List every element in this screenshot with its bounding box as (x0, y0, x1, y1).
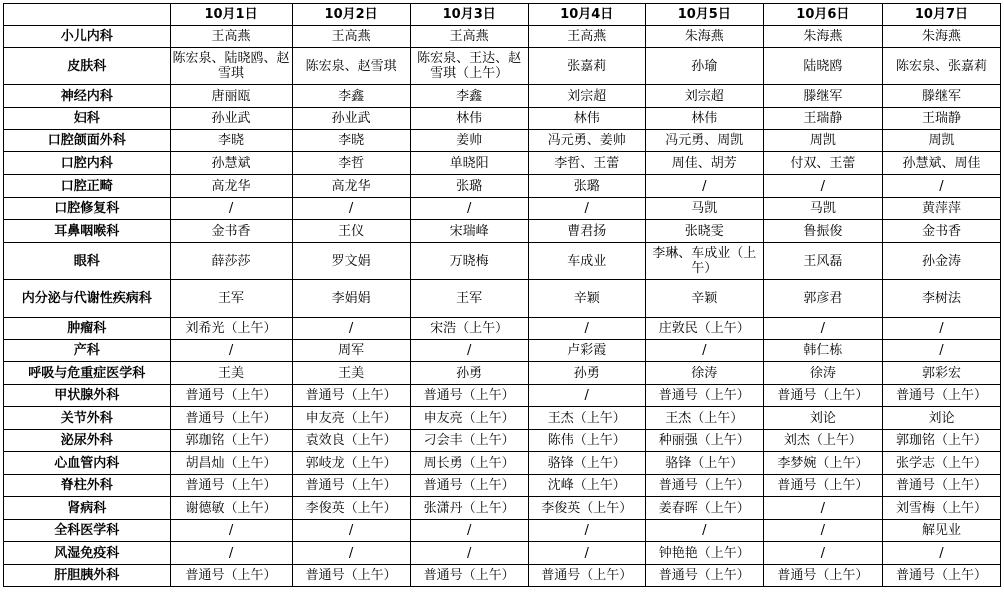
doctor-cell: 王瑞静 (763, 108, 882, 130)
doctor-cell: / (645, 340, 763, 362)
doctor-cell: / (528, 520, 645, 542)
doctor-cell: 张晓雯 (645, 220, 763, 243)
doctor-cell: / (882, 318, 1000, 340)
doctor-cell: 郭岐龙（上午） (292, 452, 410, 475)
doctor-cell: / (528, 318, 645, 340)
doctor-cell: / (763, 318, 882, 340)
doctor-cell: / (292, 318, 410, 340)
department-name: 呼吸与危重症医学科 (4, 362, 171, 385)
doctor-cell: 普通号（上午） (170, 385, 292, 407)
doctor-cell: 陆晓鸥 (763, 48, 882, 85)
doctor-cell: 普通号（上午） (292, 475, 410, 497)
doctor-cell: 张璐 (528, 175, 645, 198)
department-name: 肿瘤科 (4, 318, 171, 340)
doctor-cell: 李哲、王蕾 (528, 152, 645, 175)
doctor-cell: 普通号（上午） (170, 475, 292, 497)
department-name: 神经内科 (4, 85, 171, 108)
doctor-cell: 高龙华 (292, 175, 410, 198)
doctor-cell: 车成业 (528, 243, 645, 280)
department-name: 口腔颌面外科 (4, 130, 171, 152)
header-row (4, 4, 1001, 26)
doctor-cell: / (528, 542, 645, 565)
doctor-cell: 骆锋（上午） (645, 452, 763, 475)
doctor-cell: 王美 (170, 362, 292, 385)
doctor-cell: 陈宏泉、张嘉莉 (882, 48, 1000, 85)
doctor-cell: 王高燕 (410, 26, 528, 48)
doctor-cell: / (763, 542, 882, 565)
doctor-cell: 普通号（上午） (170, 407, 292, 430)
doctor-cell: 骆锋（上午） (528, 452, 645, 475)
doctor-cell: / (292, 520, 410, 542)
doctor-cell: / (410, 198, 528, 220)
doctor-cell: / (645, 520, 763, 542)
table-row (4, 520, 1001, 542)
doctor-cell: 滕继军 (882, 85, 1000, 108)
department-name: 口腔正畸 (4, 175, 171, 198)
doctor-cell: 孙慧斌、周佳 (882, 152, 1000, 175)
doctor-cell: 林伟 (410, 108, 528, 130)
date-header: 10月2日 (292, 4, 410, 26)
doctor-cell: 刘希光（上午） (170, 318, 292, 340)
doctor-cell: 李晓 (292, 130, 410, 152)
doctor-cell: 陈宏泉、陆晓鸥、赵雪琪 (170, 48, 292, 85)
doctor-cell: 刘宗超 (645, 85, 763, 108)
department-name: 口腔修复科 (4, 198, 171, 220)
doctor-cell: 陈宏泉、赵雪琪 (292, 48, 410, 85)
date-header: 10月1日 (170, 4, 292, 26)
doctor-cell: 孙慧斌 (170, 152, 292, 175)
table-row (4, 497, 1001, 520)
doctor-cell: 周凯 (882, 130, 1000, 152)
doctor-cell: 普通号（上午） (292, 385, 410, 407)
doctor-cell: 姜春晖（上午） (645, 497, 763, 520)
table-row (4, 385, 1001, 407)
doctor-cell: 王杰（上午） (528, 407, 645, 430)
doctor-cell: 姜帅 (410, 130, 528, 152)
doctor-cell: 孙瑜 (645, 48, 763, 85)
doctor-cell: 金书香 (882, 220, 1000, 243)
doctor-cell: 王高燕 (170, 26, 292, 48)
doctor-cell: 郭彩宏 (882, 362, 1000, 385)
doctor-cell: 李梦婉（上午） (763, 452, 882, 475)
doctor-cell: 普通号（上午） (170, 565, 292, 587)
doctor-cell: 李哲 (292, 152, 410, 175)
date-header: 10月3日 (410, 4, 528, 26)
doctor-cell: 普通号（上午） (410, 385, 528, 407)
roster-body (4, 26, 1001, 587)
department-name: 肾病科 (4, 497, 171, 520)
duty-roster-table (3, 3, 1001, 587)
doctor-cell: / (170, 198, 292, 220)
department-name: 心血管内科 (4, 452, 171, 475)
doctor-cell: 马凯 (763, 198, 882, 220)
doctor-cell: 林伟 (645, 108, 763, 130)
department-name: 内分泌与代谢性疾病科 (4, 280, 171, 318)
doctor-cell: 孙勇 (528, 362, 645, 385)
doctor-cell: 朱海燕 (645, 26, 763, 48)
doctor-cell: 宋瑞峰 (410, 220, 528, 243)
table-row (4, 198, 1001, 220)
doctor-cell: 曹君扬 (528, 220, 645, 243)
doctor-cell: 普通号（上午） (763, 565, 882, 587)
doctor-cell: 刘论 (882, 407, 1000, 430)
doctor-cell: 李鑫 (292, 85, 410, 108)
doctor-cell: 普通号（上午） (882, 565, 1000, 587)
doctor-cell: / (882, 175, 1000, 198)
doctor-cell: 孙业武 (170, 108, 292, 130)
department-name: 脊柱外科 (4, 475, 171, 497)
doctor-cell: / (528, 385, 645, 407)
department-name: 产科 (4, 340, 171, 362)
table-row (4, 130, 1001, 152)
doctor-cell: 滕继军 (763, 85, 882, 108)
doctor-cell: 胡昌灿（上午） (170, 452, 292, 475)
doctor-cell: 罗文娟 (292, 243, 410, 280)
doctor-cell: 朱海燕 (882, 26, 1000, 48)
table-row (4, 220, 1001, 243)
department-name: 全科医学科 (4, 520, 171, 542)
doctor-cell: 普通号（上午） (882, 475, 1000, 497)
doctor-cell: 普通号（上午） (763, 475, 882, 497)
doctor-cell: 李鑫 (410, 85, 528, 108)
table-row (4, 542, 1001, 565)
doctor-cell: 李树法 (882, 280, 1000, 318)
doctor-cell: 庄敦民（上午） (645, 318, 763, 340)
doctor-cell: 普通号（上午） (645, 475, 763, 497)
doctor-cell: / (170, 340, 292, 362)
doctor-cell: 徐涛 (645, 362, 763, 385)
doctor-cell: 马凯 (645, 198, 763, 220)
table-row (4, 362, 1001, 385)
doctor-cell: / (763, 520, 882, 542)
date-header: 10月6日 (763, 4, 882, 26)
table-row (4, 175, 1001, 198)
doctor-cell: 普通号（上午） (645, 385, 763, 407)
doctor-cell: 林伟 (528, 108, 645, 130)
doctor-cell: / (410, 520, 528, 542)
doctor-cell: 黄萍萍 (882, 198, 1000, 220)
doctor-cell: 普通号（上午） (528, 565, 645, 587)
doctor-cell: 李娟娟 (292, 280, 410, 318)
doctor-cell: 刘宗超 (528, 85, 645, 108)
table-row (4, 340, 1001, 362)
doctor-cell: 宋浩（上午） (410, 318, 528, 340)
doctor-cell: 郭珈铭（上午） (882, 430, 1000, 452)
doctor-cell: / (882, 340, 1000, 362)
doctor-cell: 郭珈铭（上午） (170, 430, 292, 452)
table-row (4, 475, 1001, 497)
doctor-cell: 普通号（上午） (410, 565, 528, 587)
doctor-cell: 李俊英（上午） (528, 497, 645, 520)
department-name: 妇科 (4, 108, 171, 130)
doctor-cell: 付双、王蕾 (763, 152, 882, 175)
date-header: 10月7日 (882, 4, 1000, 26)
doctor-cell: 王军 (410, 280, 528, 318)
doctor-cell: 普通号（上午） (882, 385, 1000, 407)
doctor-cell: / (763, 175, 882, 198)
doctor-cell: / (410, 542, 528, 565)
doctor-cell: 冯元勇、周凯 (645, 130, 763, 152)
doctor-cell: / (292, 542, 410, 565)
doctor-cell: / (645, 175, 763, 198)
doctor-cell: 解见业 (882, 520, 1000, 542)
date-header: 10月5日 (645, 4, 763, 26)
doctor-cell: 申友亮（上午） (292, 407, 410, 430)
table-row (4, 26, 1001, 48)
table-row (4, 243, 1001, 280)
doctor-cell: 普通号（上午） (763, 385, 882, 407)
department-name: 风湿免疫科 (4, 542, 171, 565)
doctor-cell: 李俊英（上午） (292, 497, 410, 520)
doctor-cell: / (170, 542, 292, 565)
date-header: 10月4日 (528, 4, 645, 26)
doctor-cell: 徐涛 (763, 362, 882, 385)
department-name: 小儿内科 (4, 26, 171, 48)
doctor-cell: 谢德敏（上午） (170, 497, 292, 520)
doctor-cell: 王高燕 (292, 26, 410, 48)
doctor-cell: 张学志（上午） (882, 452, 1000, 475)
doctor-cell: 王军 (170, 280, 292, 318)
table-row (4, 108, 1001, 130)
doctor-cell: / (763, 497, 882, 520)
department-name: 口腔内科 (4, 152, 171, 175)
doctor-cell: 刁会丰（上午） (410, 430, 528, 452)
doctor-cell: 张嘉莉 (528, 48, 645, 85)
department-name: 甲状腺外科 (4, 385, 171, 407)
doctor-cell: 普通号（上午） (292, 565, 410, 587)
doctor-cell: / (528, 198, 645, 220)
table-row (4, 407, 1001, 430)
doctor-cell: 沈峰（上午） (528, 475, 645, 497)
department-name: 关节外科 (4, 407, 171, 430)
doctor-cell: 普通号（上午） (645, 565, 763, 587)
doctor-cell: 刘杰（上午） (763, 430, 882, 452)
corner-cell (4, 4, 171, 26)
doctor-cell: 卢彩霞 (528, 340, 645, 362)
doctor-cell: 刘论 (763, 407, 882, 430)
doctor-cell: 钟艳艳（上午） (645, 542, 763, 565)
doctor-cell: / (292, 198, 410, 220)
department-name: 肝胆胰外科 (4, 565, 171, 587)
doctor-cell: 王高燕 (528, 26, 645, 48)
doctor-cell: 张潇丹（上午） (410, 497, 528, 520)
doctor-cell: 冯元勇、姜帅 (528, 130, 645, 152)
doctor-cell: 王仪 (292, 220, 410, 243)
doctor-cell: 朱海燕 (763, 26, 882, 48)
doctor-cell: / (170, 520, 292, 542)
doctor-cell: 李琳、车成业（上午） (645, 243, 763, 280)
doctor-cell: 孙金涛 (882, 243, 1000, 280)
doctor-cell: 金书香 (170, 220, 292, 243)
doctor-cell: 张璐 (410, 175, 528, 198)
department-name: 泌尿外科 (4, 430, 171, 452)
doctor-cell: 辛颖 (528, 280, 645, 318)
doctor-cell: / (882, 542, 1000, 565)
doctor-cell: 唐丽瓯 (170, 85, 292, 108)
table-row (4, 85, 1001, 108)
doctor-cell: 王杰（上午） (645, 407, 763, 430)
doctor-cell: 薛莎莎 (170, 243, 292, 280)
doctor-cell: 单晓阳 (410, 152, 528, 175)
doctor-cell: 刘雪梅（上午） (882, 497, 1000, 520)
doctor-cell: 鲁振俊 (763, 220, 882, 243)
doctor-cell: 万晓梅 (410, 243, 528, 280)
doctor-cell: 周凯 (763, 130, 882, 152)
doctor-cell: 孙勇 (410, 362, 528, 385)
doctor-cell: 周佳、胡芳 (645, 152, 763, 175)
doctor-cell: 王美 (292, 362, 410, 385)
department-name: 耳鼻咽喉科 (4, 220, 171, 243)
doctor-cell: 周军 (292, 340, 410, 362)
doctor-cell: 陈伟（上午） (528, 430, 645, 452)
table-row (4, 48, 1001, 85)
table-row (4, 280, 1001, 318)
doctor-cell: 种丽强（上午） (645, 430, 763, 452)
doctor-cell: 陈宏泉、王达、赵雪琪（上午） (410, 48, 528, 85)
doctor-cell: 普通号（上午） (410, 475, 528, 497)
table-row (4, 430, 1001, 452)
doctor-cell: / (410, 340, 528, 362)
doctor-cell: 辛颖 (645, 280, 763, 318)
doctor-cell: 袁效良（上午） (292, 430, 410, 452)
table-row (4, 318, 1001, 340)
doctor-cell: 郭彦君 (763, 280, 882, 318)
department-name: 皮肤科 (4, 48, 171, 85)
table-row (4, 152, 1001, 175)
department-name: 眼科 (4, 243, 171, 280)
doctor-cell: 王瑞静 (882, 108, 1000, 130)
doctor-cell: 王风磊 (763, 243, 882, 280)
doctor-cell: 孙业武 (292, 108, 410, 130)
doctor-cell: 李晓 (170, 130, 292, 152)
table-row (4, 452, 1001, 475)
table-row (4, 565, 1001, 587)
doctor-cell: 周长勇（上午） (410, 452, 528, 475)
doctor-cell: 申友亮（上午） (410, 407, 528, 430)
doctor-cell: 高龙华 (170, 175, 292, 198)
doctor-cell: 韩仁栋 (763, 340, 882, 362)
